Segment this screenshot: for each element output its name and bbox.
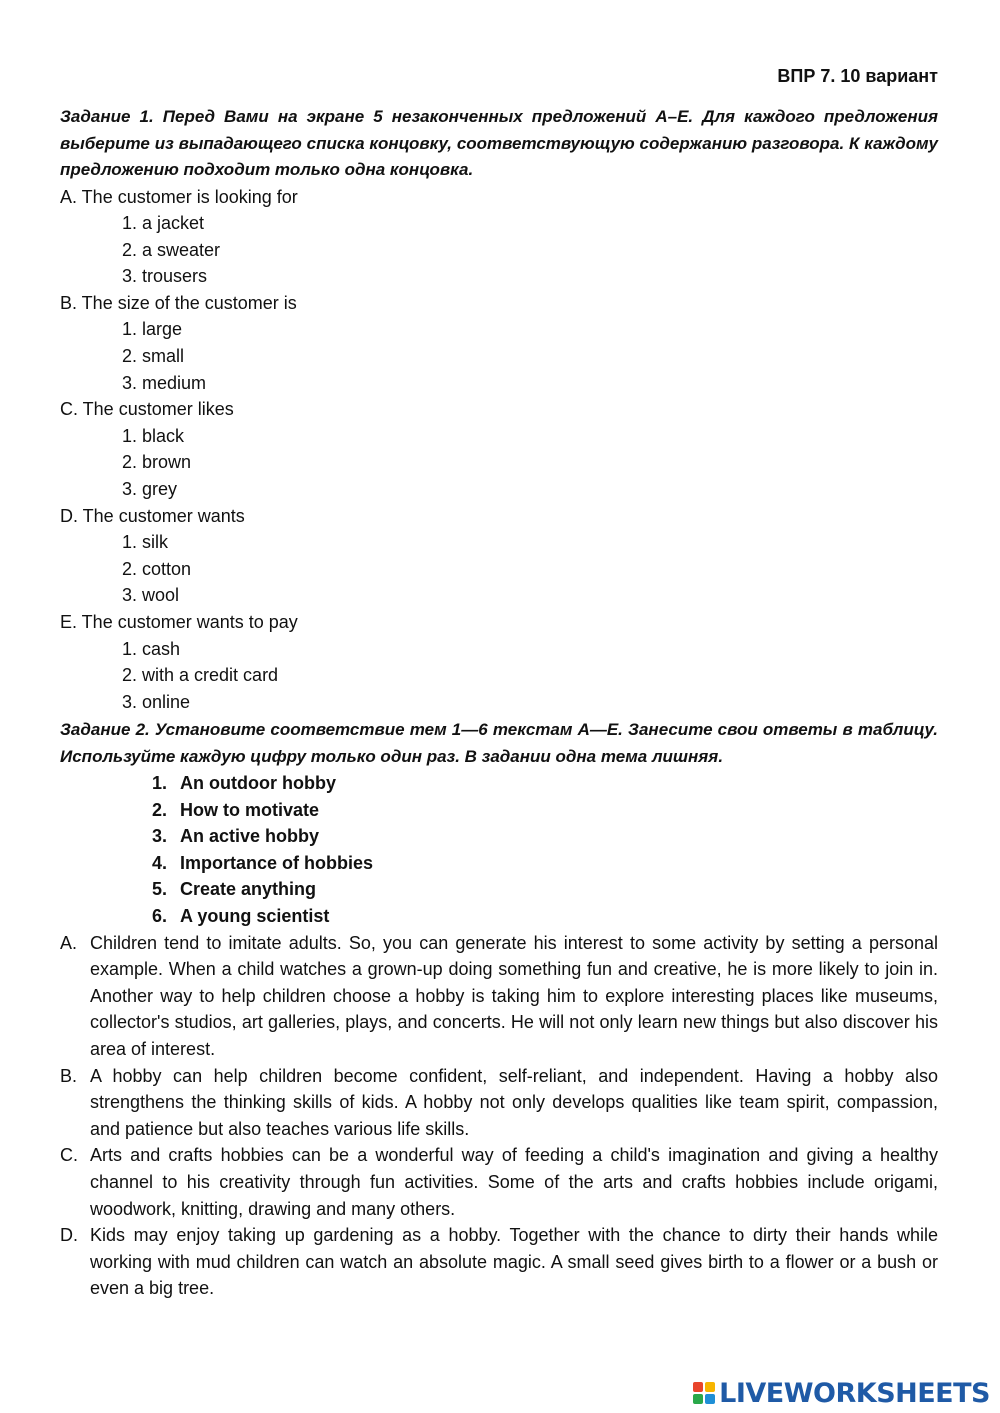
question-item [60,396,938,502]
topic-item [60,797,938,824]
answer-option[interactable]: 2. cotton [122,558,192,579]
topic-item [60,850,938,877]
text-body: Children tend to imitate adults. So, you can generate his interest to some activity by setting a personal example. When a child watches a grown-up doing something fun and creative, he is more likely to join in. Another way to help children choose a hobby is taking him to explore interesting places like museums, collector's studios, art galleries, plays, and concerts. He will not only learn new things but also discover his area of interest. [90,932,938,1059]
task-2 [60,717,938,1302]
topic-number: 2. [152,799,168,820]
question-stem: E. The customer wants to pay [60,612,298,632]
topic-number: 5. [152,879,168,900]
page-title: ВПР 7. 10 вариант [777,66,938,86]
text-letter: A. [60,932,78,953]
question-stem: A. The customer is looking for [60,186,298,207]
logo-square [705,1382,715,1392]
answer-option[interactable]: 2. small [122,346,185,367]
text-body: A hobby can help children become confident, self-reliant, and independent. Having a hobby also strengthens the thinking skills of kids. A hobby not only develops qualities like team spirit, compassion, and patience but also teaches various life skills. [90,1065,938,1139]
task-2-instruction: Задание 2. Установите соответствие тем 1—6 текстам А—Е. Занесите свои ответы в таблицу. Используйте каждую цифру только один раз. В задании одна тема лишняя. [60,720,938,766]
topic-label: A young scientist [180,905,330,926]
question-item [60,503,938,609]
text-item [60,1142,938,1222]
logo-icon [693,1382,715,1404]
text-letter: C. [60,1145,78,1166]
logo-text: LIVEWORKSHEETS [719,1377,990,1409]
text-item [60,930,938,1063]
topic-item [60,876,938,903]
answer-option[interactable]: 3. grey [122,479,178,500]
text-list [60,930,938,1302]
text-letter: B. [60,1065,78,1086]
topic-label: Importance of hobbies [180,852,374,873]
liveworksheets-logo [693,1376,990,1410]
answer-option[interactable]: 1. cash [122,638,181,659]
topic-number: 3. [152,826,168,847]
topic-list [60,770,938,930]
question-stem: C. The customer likes [60,399,234,420]
text-body: Arts and crafts hobbies can be a wonderful way of feeding a child's imagination and giving a healthy channel to his creativity through fun activities. Some of the arts and crafts hobbies include origami, woodwork, knitting, drawing and many others. [90,1145,938,1219]
question-item [60,184,938,290]
task-1 [60,104,938,715]
text-item [60,1063,938,1143]
answer-option[interactable]: 3. trousers [122,266,208,287]
question-stem: D. The customer wants [60,505,245,526]
topic-item [60,823,938,850]
topic-label: Create anything [180,879,317,900]
topic-number: 1. [152,773,168,793]
answer-option[interactable]: 1. silk [122,532,169,553]
text-letter: D. [60,1225,78,1246]
question-item [60,609,938,715]
topic-label: An active hobby [180,826,320,847]
text-body: Kids may enjoy taking up gardening as a hobby. Together with the chance to dirty their hands while working with mud children can watch an absolute magic. A small seed gives birth to a flower or a bush or even a big tree. [90,1225,938,1299]
task-1-instruction: Задание 1. Перед Вами на экране 5 незаконченных предложений А–Е. Для каждого предложения выберите из выпадающего списка концовку, соответствующую содержанию разговора. К каждому предложению подходит только одна концовка. [60,107,938,179]
topic-label: How to motivate [180,799,320,820]
question-item [60,290,938,396]
topic-item [60,770,938,797]
question-stem: B. The size of the customer is [60,292,297,313]
answer-option[interactable]: 2. a sweater [122,239,221,260]
answer-option[interactable]: 3. medium [122,372,207,393]
logo-square [693,1382,703,1392]
text-item [60,1222,938,1302]
topic-label: An outdoor hobby [180,773,336,793]
logo-square [705,1394,715,1404]
answer-option[interactable]: 2. brown [122,452,192,473]
answer-option[interactable]: 1. black [122,425,185,446]
answer-option[interactable]: 3. online [122,691,191,712]
answer-option[interactable]: 1. large [122,319,183,340]
answer-option[interactable]: 2. with a credit card [122,665,279,686]
answer-option[interactable]: 3. wool [122,585,180,606]
topic-number: 6. [152,905,168,926]
logo-square [693,1394,703,1404]
question-list [60,184,938,716]
answer-option[interactable]: 1. a jacket [122,213,205,234]
topic-item [60,903,938,930]
topic-number: 4. [152,852,168,873]
